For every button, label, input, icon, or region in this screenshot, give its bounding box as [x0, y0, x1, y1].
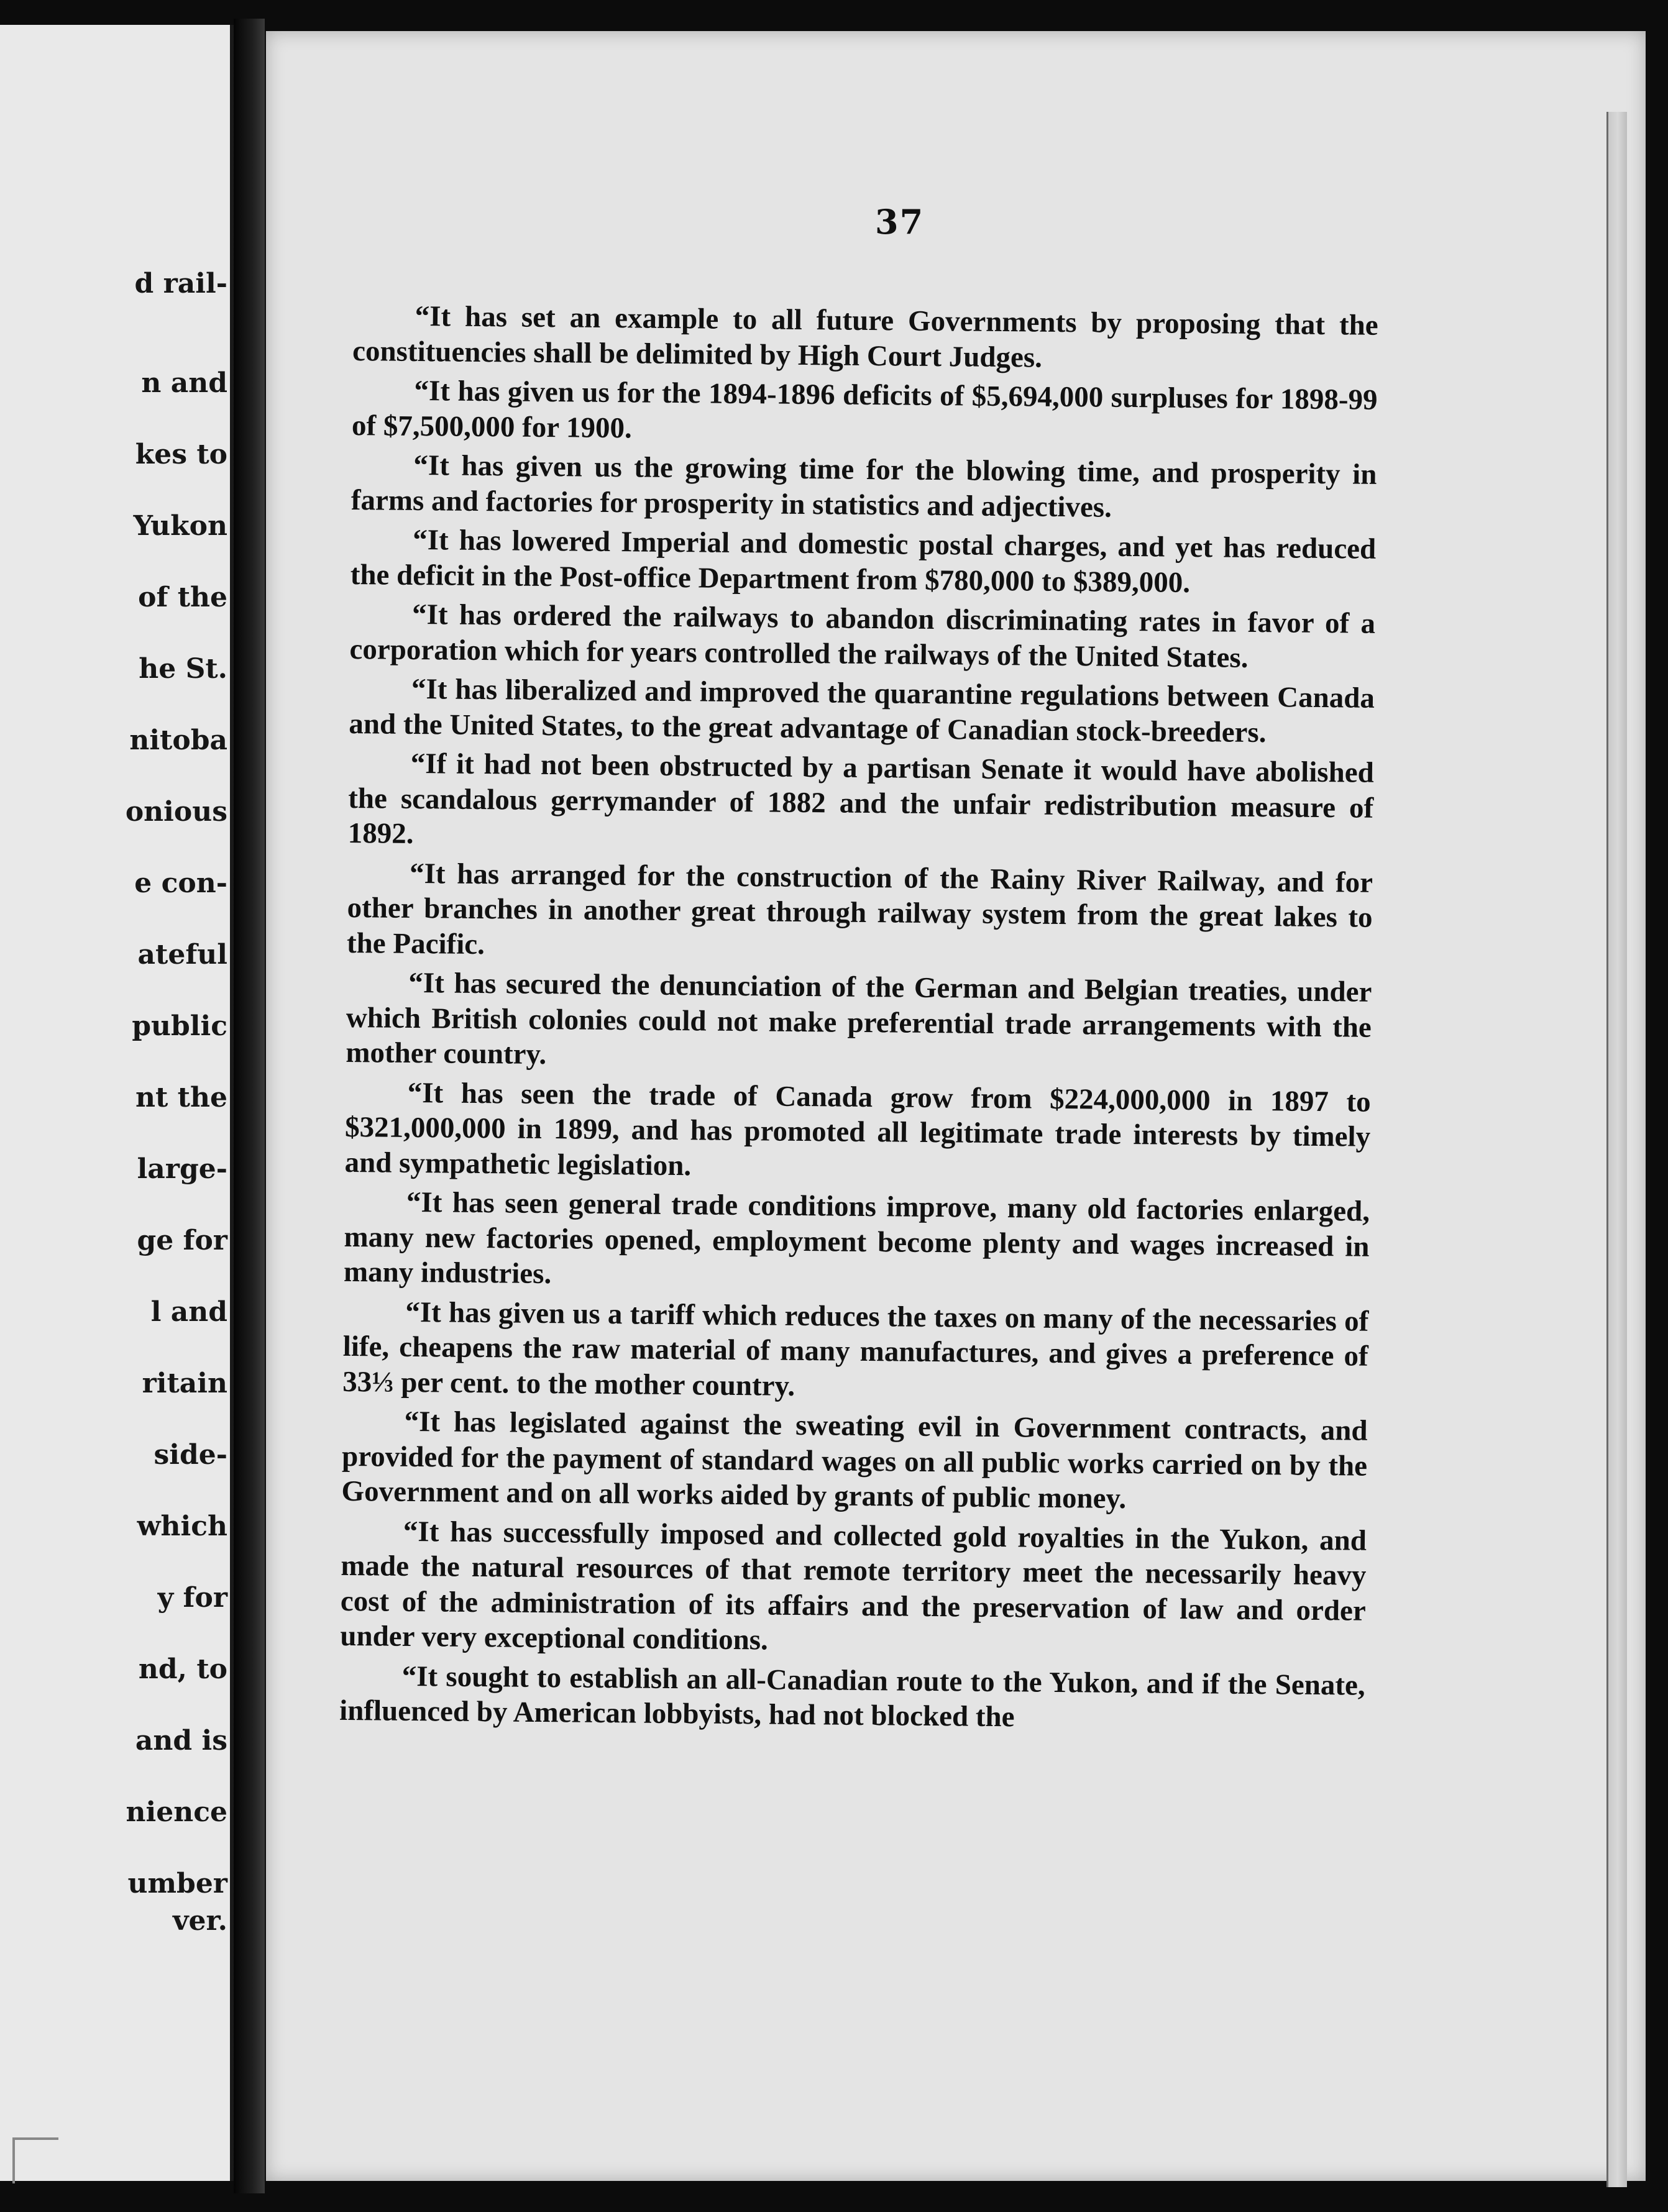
- body-text: [339, 298, 1378, 1742]
- paragraph: “It has arranged for the construction of the Rainy River Railway, and for other branches in another great through railway system from the great lakes to the Pacific.: [346, 857, 1373, 961]
- left-page-fragment: side-: [154, 1439, 227, 1471]
- paragraph: “It has successfully imposed and collected gold royalties in the Yukon, and made the natural resources of that remote territory meet the necessarily heavy cost of the administration of its affairs and the preservation of law and order under very exceptional conditions.: [340, 1515, 1367, 1657]
- paragraph: “It has ordered the railways to abandon discriminating rates in favor of a corporation which for years controlled the railways of the United States.: [349, 598, 1376, 674]
- paragraph: “It sought to establish an all-Canadian route to the Yukon, and if the Senate, influenced by American lobbyists, had not blocked the: [339, 1660, 1365, 1734]
- paragraph: “It has liberalized and improved the quarantine regulations between Canada and the United States, to the great advantage of Canadian stock-breeders.: [349, 672, 1375, 749]
- left-page-fragment: ge for: [137, 1225, 227, 1256]
- left-page-fragment: nitoba: [129, 724, 227, 756]
- left-page-fragment: ver.: [172, 1905, 227, 1937]
- paragraph: “If it had not been obstructed by a partisan Senate it would have abolished the scandalous gerrymander of 1882 and the unfair redistribution measure of 1892.: [347, 747, 1374, 850]
- page-number: 37: [875, 202, 925, 242]
- scan-corner-mark: [12, 2137, 58, 2183]
- left-page-fragment: ateful: [137, 939, 227, 971]
- paragraph: “It has given us the growing time for the blowing time, and prosperity in farms and factories for prosperity in statistics and adjectives.: [351, 449, 1377, 524]
- left-page-fragment: ritain: [142, 1368, 227, 1399]
- left-page-fragment: Yukon: [133, 510, 227, 542]
- paragraph: “It has given us a tariff which reduces the taxes on many of the necessaries of life, cheapens the raw material of many manufactures, and gives a preference of 33⅓ per cent. to the mother country.: [342, 1296, 1369, 1402]
- left-page-fragment: nt the: [135, 1082, 227, 1113]
- main-page: [266, 31, 1646, 2181]
- left-page-fragment: kes to: [135, 439, 227, 470]
- previous-page: [0, 25, 234, 2181]
- left-page-fragment: d rail-: [134, 268, 227, 299]
- book-gutter: [234, 19, 265, 2193]
- left-page-fragment: of the: [138, 582, 227, 613]
- left-page-fragment: n and: [141, 367, 227, 399]
- left-page-fragment: public: [132, 1010, 227, 1042]
- left-page-fragment: umber: [127, 1868, 227, 1899]
- paragraph: “It has legislated against the sweating evil in Government contracts, and provided for the payment of standard wages on all public works carried on by the Government and on all works aided by grants of public money.: [341, 1405, 1368, 1515]
- left-page-fragment: which: [137, 1510, 227, 1542]
- left-page-fragment: and is: [135, 1725, 227, 1757]
- left-page-fragment: large-: [137, 1153, 227, 1185]
- page-edge: [1606, 112, 1627, 2187]
- left-page-fragment: he St.: [139, 653, 227, 685]
- left-page-fragment: l and: [150, 1296, 227, 1328]
- paragraph: “It has seen the trade of Canada grow from $224,000,000 in 1897 to $321,000,000 in 1899, and has promoted all legitimate trade interests by timely and sympathetic legislation.: [344, 1076, 1371, 1182]
- paragraph: “It has secured the denunciation of the German and Belgian treaties, under which British colonies could not make preferential trade arrangements with the mother country.: [346, 966, 1372, 1071]
- left-page-fragment: onious: [125, 796, 227, 828]
- paragraph: “It has seen general trade conditions improve, many old factories enlarged, many new factories opened, employment become plenty and wages increased in many industries.: [343, 1186, 1370, 1291]
- paragraph: “It has lowered Imperial and domestic postal charges, and yet has reduced the deficit in the Post-office Department from $780,000 to $389,000.: [350, 523, 1377, 599]
- left-page-fragment: e con-: [134, 867, 227, 899]
- left-page-fragment: nience: [126, 1796, 227, 1828]
- paragraph: “It has set an example to all future Governments by proposing that the constituencies shall be delimited by High Court Judges.: [352, 299, 1378, 374]
- left-page-fragment: nd, to: [138, 1653, 227, 1685]
- left-page-fragment: y for: [157, 1582, 227, 1614]
- paragraph: “It has given us for the 1894-1896 deficits of $5,694,000 surpluses for 1898-99 of $7,500,000 for 1900.: [351, 374, 1378, 444]
